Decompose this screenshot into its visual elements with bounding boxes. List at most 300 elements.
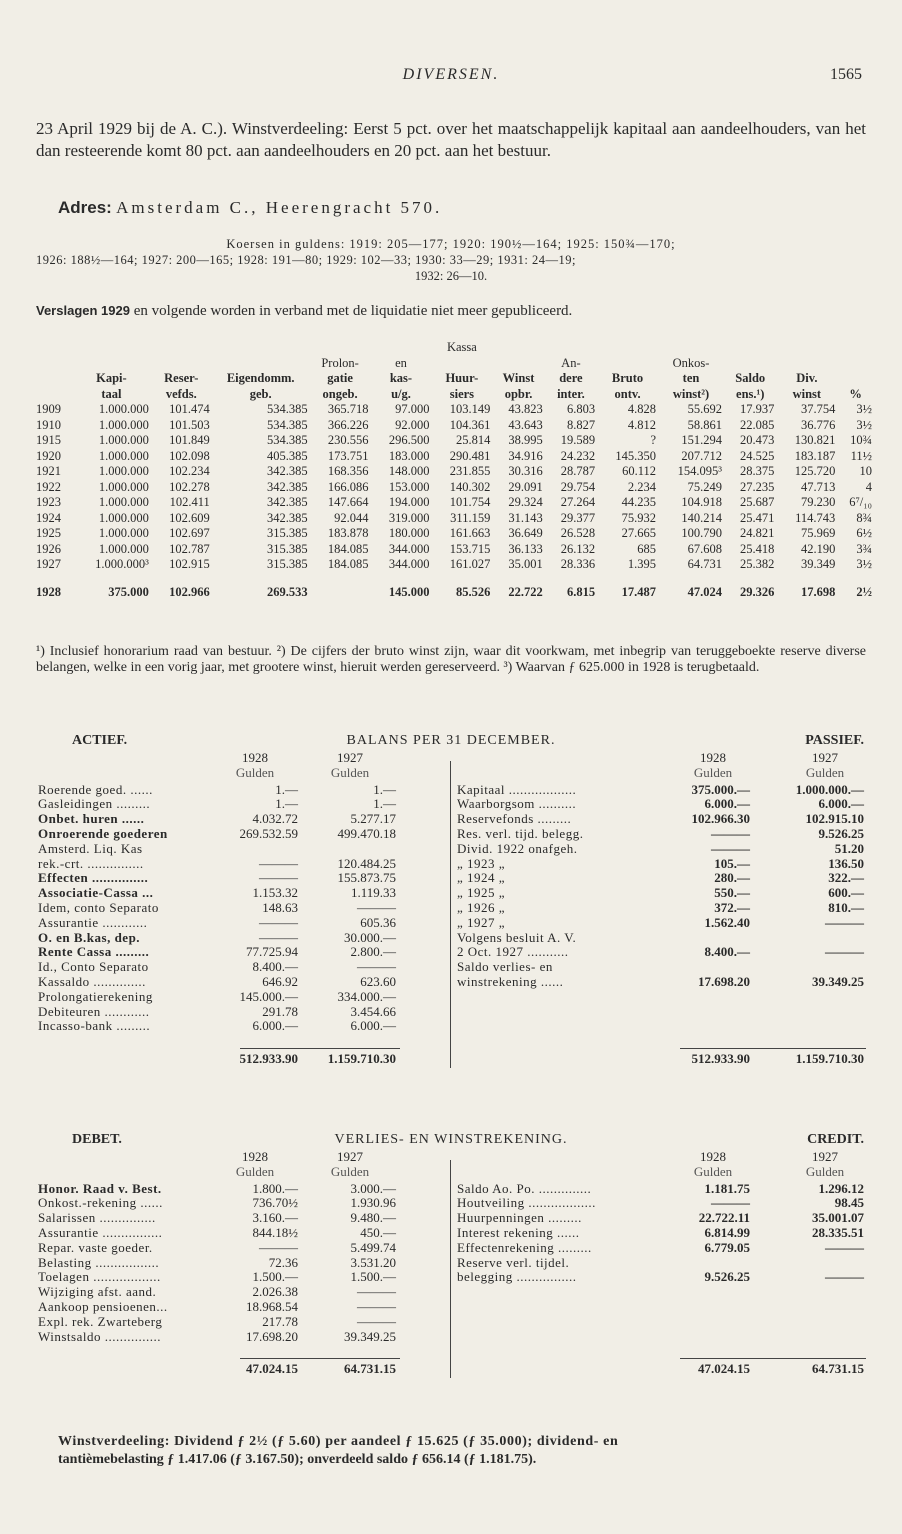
stats-cell: 290.481: [449, 448, 491, 463]
stats-cell: 342.385: [267, 479, 308, 494]
total-1928: 512.933.90: [239, 1051, 298, 1067]
account-line-label: Assurantie ................: [38, 1225, 163, 1240]
account-line-label: „ 1925 „: [457, 885, 506, 901]
account-line-label: Salarissen ...............: [38, 1210, 156, 1226]
stats-header-cell: [658, 340, 724, 356]
account-line-label: Honor. Raad v. Best.: [38, 1180, 162, 1196]
stats-cell: 25.814: [455, 433, 491, 447]
stats-header-cell: [776, 356, 837, 372]
account-value-1928: 1.562.40: [704, 914, 750, 930]
account-value-1927: 2.800.—: [350, 944, 396, 960]
stats-cell: 148.000: [388, 464, 430, 478]
account-line-label: Associatie-Cassa ...: [38, 885, 154, 901]
account-value-1927: 1.296.12: [818, 1180, 864, 1196]
account-value-1927: 6.000.—: [350, 1018, 396, 1034]
account-line-label: Onbet. huren ......: [38, 811, 145, 827]
account-value-1927: 334.000.—: [337, 988, 396, 1004]
account-value-1928: 6.779.05: [704, 1239, 750, 1255]
unit-header: Gulden: [330, 1163, 370, 1179]
stats-cell: 534.385: [267, 417, 308, 432]
stats-cell: 183.000: [388, 448, 430, 463]
account-line-label: Kassaldo ..............: [38, 974, 146, 989]
total-1927: 64.731.15: [344, 1361, 396, 1377]
koersen-line-3: 1932: 26—10.: [414, 269, 488, 283]
stats-cell: 315.385: [267, 541, 308, 556]
account-value-1928: 18.968.54: [246, 1299, 298, 1314]
account-value-1928: 736.70½: [252, 1195, 298, 1211]
unit-header: Gulden: [805, 1163, 845, 1179]
account-value-1928: ———: [259, 914, 298, 930]
stats-cell: 25.471: [740, 510, 775, 525]
stats-cell: 1.000.000: [98, 417, 149, 432]
address-line: [58, 198, 442, 218]
account-line-label: Wijziging afst. aand.: [38, 1284, 157, 1300]
account-value-1927: ———: [825, 1239, 864, 1255]
stats-cell: 26.528: [560, 526, 596, 540]
account-left-title: DEBET.: [72, 1132, 122, 1147]
stats-cell: 1.000.000: [98, 479, 149, 494]
account-value-1928: ———: [259, 870, 298, 886]
stats-header-cell: [837, 371, 874, 387]
stats-cell: 8¾: [856, 510, 872, 525]
stats-cell: 342.385: [267, 495, 308, 509]
stats-header-cell: [431, 356, 492, 372]
stats-header-cell: ten: [682, 371, 700, 385]
stats-cell: 102.278: [169, 479, 210, 494]
account-value-1927: 3.531.20: [350, 1254, 396, 1270]
account-value-1928: 6.000.—: [252, 1018, 298, 1034]
stats-row: [34, 464, 874, 480]
stats-cell: 29.754: [560, 479, 596, 494]
stats-cell: 75.969: [800, 526, 836, 540]
account-value-1927: ———: [825, 1269, 864, 1285]
stats-cell: 147.664: [327, 495, 369, 509]
account-value-1927: 39.349.25: [812, 974, 864, 989]
stats-cell: 315.385: [267, 526, 308, 540]
account-value-1927: 810.—: [828, 900, 864, 915]
account-value-1927: 5.499.74: [350, 1239, 396, 1255]
stats-header-cell: [212, 340, 310, 356]
stats-cell: 102.609: [169, 510, 210, 525]
stats-cell: 43.643: [508, 417, 543, 432]
koersen-line-1: Koersen in guldens: 1919: 205—177; 1920: 190½—164; 1925: 150¾—170;: [226, 237, 676, 251]
stats-cell: 102.411: [169, 495, 210, 509]
account-right-title: CREDIT.: [807, 1132, 864, 1147]
stats-row: [34, 557, 874, 573]
year-header: 1928: [700, 1149, 726, 1164]
stats-cell: 58.861: [687, 417, 723, 432]
account-value-1927: 605.36: [360, 914, 396, 930]
verslagen-label: Verslagen 1929: [36, 303, 130, 318]
account-value-1928: 77.725.94: [246, 944, 298, 960]
account-value-1927: 98.45: [834, 1195, 864, 1211]
stats-header-cell: [837, 340, 874, 356]
account-value-1927: 3.000.—: [350, 1180, 396, 1196]
account-value-1927: 155.873.75: [337, 870, 396, 886]
stats-row: [34, 433, 874, 449]
stats-cell: 10¾: [850, 433, 872, 447]
unit-header: Gulden: [693, 1163, 733, 1179]
stats-header-cell: dere: [559, 371, 583, 385]
stats-header-cell: [34, 340, 72, 356]
stats-cell: 269.533: [267, 584, 308, 599]
account-value-1928: 1.500.—: [252, 1269, 298, 1285]
account-value-1928: ———: [711, 840, 750, 856]
account-value-1927: ———: [357, 900, 396, 915]
account-value-1928: 646.92: [262, 974, 298, 989]
stats-cell: 28.375: [740, 464, 775, 478]
stats-cell: 184.085: [327, 541, 369, 556]
stats-cell: 130.821: [794, 433, 836, 447]
stats-header-cell: Kassa: [446, 340, 477, 354]
stats-cell: 11½: [850, 448, 872, 463]
account-value-1927: 9.480.—: [350, 1210, 396, 1226]
account-value-1928: 291.78: [262, 1003, 298, 1019]
stats-header-cell: [72, 340, 151, 356]
stats-cell: 4.828: [627, 402, 656, 416]
stats-header-cell: Bruto: [611, 371, 644, 385]
account-line-label: Toelagen ..................: [38, 1269, 161, 1285]
account-value-1927: 1.—: [373, 781, 396, 797]
account-value-1928: 6.000.—: [704, 796, 750, 812]
stats-cell: 125.720: [794, 464, 836, 478]
stats-header-cell: siers: [449, 386, 475, 401]
account-value-1927: 136.50: [828, 855, 864, 871]
account-value-1928: 280.—: [714, 870, 750, 886]
account-line-label: Debiteuren ............: [38, 1003, 150, 1019]
stats-cell: 17.698: [800, 584, 836, 599]
stats-cell: 37.754: [800, 402, 836, 416]
page-header-title: DIVERSEN.: [402, 66, 500, 83]
stats-header-row: [34, 356, 874, 372]
stats-year-cell: 1909: [36, 402, 61, 416]
stats-cell: 231.855: [449, 464, 491, 478]
stats-cell: 92.044: [334, 510, 369, 525]
account-value-1928: 4.032.72: [252, 811, 298, 827]
stats-cell: 102.697: [169, 526, 210, 540]
year-header: 1927: [812, 750, 838, 765]
stats-year-cell: 1910: [36, 417, 61, 432]
account-value-1928: 2.026.38: [252, 1284, 298, 1300]
account-value-1928: 217.78: [262, 1313, 298, 1329]
stats-header-cell: [837, 356, 874, 372]
unit-header: Gulden: [330, 764, 370, 780]
winstverdeeling-line-1: Winstverdeeling: Dividend ƒ 2½ (ƒ 5.60) per aandeel ƒ 15.625 (ƒ 35.000); dividend- en: [58, 1434, 619, 1449]
stats-header-cell: Saldo: [735, 371, 766, 385]
account-value-1928: ———: [259, 929, 298, 945]
stats-cell: 319.000: [388, 510, 430, 525]
account-value-1927: 9.526.25: [818, 826, 864, 841]
stats-cell: 36.776: [800, 417, 836, 432]
stats-cell: 27.235: [740, 479, 775, 494]
address-value: Amsterdam C., Heerengracht 570.: [116, 198, 443, 217]
stats-cell: 183.878: [327, 526, 369, 540]
account-value-1927: 600.—: [828, 885, 864, 901]
stats-cell: 47.024: [687, 584, 723, 599]
stats-cell: 2½: [856, 584, 872, 599]
stats-header-cell: [151, 356, 212, 372]
stats-year-cell: 1924: [36, 510, 61, 525]
total-1927: 64.731.15: [812, 1361, 864, 1377]
total-1928: 47.024.15: [246, 1361, 298, 1377]
account-value-1928: 844.18½: [252, 1225, 298, 1240]
intro-paragraph: 23 April 1929 bij de A. C.). Winstverdeeling: Eerst 5 pct. over het maatschappelijk kapitaal aan aandeelhouders, van het dan resteerende komt 80 pct. aan aandeelhouders en 20 pct. aan het bestuur.: [36, 119, 866, 160]
stats-header-cell: gatie: [327, 371, 353, 385]
stats-year-cell: 1926: [36, 541, 61, 556]
stats-cell: 25.418: [740, 541, 775, 556]
stats-cell: 1.000.000: [98, 402, 149, 416]
stats-cell: 19.589: [560, 433, 596, 447]
stats-cell: 22.722: [508, 584, 543, 599]
year-header: 1928: [242, 1149, 268, 1164]
stats-header-row: [34, 387, 874, 403]
stats-row: [34, 480, 874, 496]
stats-cell: 25.687: [740, 495, 775, 509]
account-left-title: ACTIEF.: [72, 733, 128, 748]
stats-cell: 3½: [856, 557, 872, 571]
account-value-1927: ———: [357, 959, 396, 975]
stats-cell: 534.385: [267, 433, 308, 447]
account-value-1928: 269.532.59: [239, 826, 298, 841]
stats-header-cell: [34, 356, 72, 372]
stats-cell: 161.027: [449, 557, 491, 571]
stats-header-cell: [151, 340, 212, 356]
account-value-1928: 1.—: [275, 796, 298, 812]
stats-row-1928: [34, 585, 874, 601]
account-value-1928: 8.400.—: [704, 944, 750, 960]
account-value-1927: 51.20: [834, 840, 864, 856]
account-value-1928: 1.181.75: [704, 1180, 750, 1196]
stats-header-cell: kas-: [389, 371, 413, 385]
account-value-1927: 1.119.33: [350, 885, 396, 901]
account-value-1927: 1.—: [373, 796, 396, 812]
stats-footnote: ¹) Inclusief honorarium raad van bestuur. ²) De cijfers der bruto winst zijn, waar dit voorkwam, met inbegrip van teruggeboekte reserve diverse belangen, welke in een vorig jaar, met grootere winst, hieruit werden gereserveerd. ³) Waarvan ƒ 625.000 in 1928 is terugbetaald.: [36, 644, 866, 675]
account-line-label: Repar. vaste goeder.: [38, 1239, 153, 1255]
stats-cell: 102.234: [169, 464, 210, 478]
stats-row: [34, 449, 874, 465]
stats-cell: 29.377: [560, 510, 596, 525]
column-divider: [450, 1160, 451, 1378]
stats-header-cell: [597, 340, 658, 356]
winstverdeeling-line-2: tantièmebelasting ƒ 1.417.06 (ƒ 3.167.50); onverdeeld saldo ƒ 656.14 (ƒ 1.181.75).: [58, 1452, 537, 1467]
stats-row: [34, 402, 874, 418]
account-value-1928: 102.966.30: [691, 811, 750, 827]
stats-header-cell: taal: [101, 386, 122, 401]
stats-cell: 365.718: [327, 402, 369, 416]
account-value-1927: 1.500.—: [350, 1269, 396, 1285]
account-value-1928: ———: [711, 1195, 750, 1211]
stats-cell: 6½: [856, 526, 872, 540]
stats-header-row: [34, 371, 874, 387]
account-value-1928: 9.526.25: [704, 1269, 750, 1285]
stats-cell: 161.663: [449, 526, 491, 540]
stats-cell: 44.235: [621, 495, 656, 509]
account-line-label: Effecten ...............: [38, 870, 149, 886]
column-divider: [450, 761, 451, 1068]
stats-cell: 4.812: [627, 417, 656, 432]
account-value-1927: 30.000.—: [344, 929, 396, 945]
total-1927: 1.159.710.30: [327, 1051, 396, 1067]
stats-cell: 24.525: [740, 448, 775, 463]
stats-cell: 194.000: [388, 495, 430, 509]
stats-header-cell: [212, 356, 310, 372]
stats-cell: 1.000.000: [98, 510, 149, 525]
stats-cell: 3¾: [856, 541, 872, 556]
account-value-1927: ———: [357, 1299, 396, 1314]
account-line-label: Gasleidingen .........: [38, 796, 151, 812]
stats-cell: 296.500: [388, 433, 430, 447]
unit-header: Gulden: [805, 764, 845, 780]
stats-cell: 85.526: [455, 584, 491, 599]
stats-cell: 97.000: [395, 402, 430, 416]
stats-cell: 101.503: [169, 417, 210, 432]
stats-cell: 67.608: [687, 541, 723, 556]
account-line-label: Incasso-bank .........: [38, 1018, 151, 1034]
account-value-1928: 372.—: [714, 900, 750, 915]
stats-cell: 342.385: [267, 464, 308, 478]
stats-cell: 366.226: [327, 417, 369, 432]
account-line-label: Aankoop pensioenen...: [38, 1299, 168, 1314]
stats-cell: 34.916: [508, 448, 543, 463]
account-line-label: Belasting .................: [38, 1254, 160, 1270]
account-value-1928: 1.800.—: [252, 1180, 298, 1196]
stats-cell: 22.085: [740, 417, 775, 432]
totals-rule: [240, 1048, 400, 1049]
stats-cell: 20.473: [740, 433, 775, 447]
page-number: 1565: [830, 66, 862, 83]
stats-cell: 64.731: [687, 557, 723, 571]
account-value-1927: 6.000.—: [818, 796, 864, 812]
account-line-label: Waarborgsom ..........: [457, 796, 577, 812]
stats-cell: 183.187: [794, 448, 836, 463]
account-value-1927: 5.277.17: [350, 811, 396, 827]
account-line-label: winstrekening ......: [457, 974, 564, 989]
stats-header-cell: en: [395, 355, 407, 370]
account-line-label: Roerende goed. ......: [38, 781, 153, 797]
stats-cell: 36.133: [508, 541, 543, 556]
stats-cell: 101.474: [169, 402, 210, 416]
stats-cell: 102.787: [169, 541, 210, 556]
stats-header-cell: Winst: [502, 371, 535, 385]
account-value-1928: 22.722.11: [698, 1210, 750, 1226]
stats-cell: 24.821: [740, 526, 775, 540]
stats-cell: 39.349: [800, 557, 836, 571]
stats-header-cell: [72, 356, 151, 372]
stats-cell: 60.112: [622, 464, 656, 478]
stats-year-cell: 1923: [36, 495, 61, 509]
account-line-label: Kapitaal ..................: [457, 781, 577, 797]
stats-header-cell: inter.: [557, 386, 585, 401]
koersen-line-2: 1926: 188½—164; 1927: 200—165; 1928: 191—80; 1929: 102—33; 1930: 33—29; 1931: 24—19;: [36, 253, 576, 267]
account-line-label: Assurantie ............: [38, 914, 148, 930]
stats-header-cell: %: [849, 386, 862, 401]
unit-header: Gulden: [235, 764, 275, 780]
account-value-1928: 72.36: [268, 1254, 298, 1270]
stats-cell: 3½: [856, 417, 872, 432]
stats-cell: 1.000.000³: [95, 557, 149, 571]
account-line-label: Houtveiling ..................: [457, 1195, 596, 1211]
account-line-label: Idem, conto Separato: [38, 900, 159, 915]
year-header: 1928: [242, 750, 268, 765]
stats-cell: 101.849: [169, 433, 210, 447]
stats-header-cell: Huur-: [445, 371, 479, 385]
address-label: Adres:: [58, 198, 112, 217]
account-line-label: Saldo Ao. Po. ..............: [457, 1180, 592, 1196]
account-title: BALANS PER 31 DECEMBER.: [346, 733, 556, 748]
stats-cell: 47.713: [800, 479, 836, 494]
unit-header: Gulden: [693, 764, 733, 780]
total-1927: 1.159.710.30: [795, 1051, 864, 1067]
stats-cell: 1.000.000: [98, 526, 149, 540]
unit-header: Gulden: [235, 1163, 275, 1179]
stats-header-cell: opbr.: [504, 386, 533, 401]
stats-cell: 342.385: [267, 510, 308, 525]
account-line-label: Reservefonds .........: [457, 811, 572, 827]
stats-cell: 230.556: [327, 433, 369, 447]
stats-cell: 1.000.000: [98, 495, 149, 509]
account-line-label: Interest rekening ......: [457, 1225, 580, 1240]
stats-cell: 180.000: [388, 526, 430, 540]
stats-cell: 685: [637, 541, 656, 556]
stats-year-cell: 1927: [36, 557, 61, 571]
stats-cell: 28.787: [560, 464, 596, 478]
stats-year-cell: 1925: [36, 526, 61, 540]
stats-year-cell: 1921: [36, 464, 61, 478]
stats-cell: 104.918: [681, 495, 723, 509]
stats-cell: 17.487: [621, 584, 656, 599]
account-value-1928: 17.698.20: [246, 1328, 298, 1344]
account-value-1928: ———: [259, 1239, 298, 1255]
stats-cell: 153.715: [449, 541, 491, 556]
verslagen-paragraph: [36, 302, 866, 320]
stats-cell: 375.000: [108, 584, 149, 599]
stats-cell: 102.915: [169, 557, 210, 571]
year-header: 1927: [337, 750, 363, 765]
stats-header-cell: [34, 387, 72, 403]
account-value-1928: 3.160.—: [252, 1210, 298, 1226]
stats-cell: 145.350: [615, 448, 656, 463]
totals-rule: [680, 1358, 866, 1359]
stats-cell: 28.336: [560, 557, 596, 571]
stats-year-cell: 1920: [36, 448, 61, 463]
account-line-label: Onroerende goederen: [38, 826, 168, 841]
stats-header-cell: vefds.: [165, 386, 197, 401]
stats-cell: 75.249: [687, 479, 723, 494]
stats-cell: 8.827: [566, 417, 596, 432]
year-header: 1927: [337, 1149, 363, 1164]
stats-cell: 1.000.000: [98, 448, 149, 463]
total-1928: 512.933.90: [691, 1051, 750, 1067]
stats-cell: 104.361: [449, 417, 491, 432]
stats-cell: 29.091: [508, 479, 543, 494]
account-line-label: Huurpenningen .........: [457, 1210, 582, 1226]
stats-cell: 3½: [856, 402, 872, 416]
account-line-label: „ 1924 „: [457, 870, 506, 886]
stats-cell: 24.232: [560, 448, 596, 463]
account-title: VERLIES- EN WINSTREKENING.: [334, 1132, 568, 1147]
account-value-1927: 35.001.07: [812, 1210, 864, 1226]
account-value-1927: 3.454.66: [350, 1003, 396, 1019]
stats-cell: 17.937: [740, 402, 775, 416]
account-line-label: Saldo verlies- en: [457, 959, 553, 975]
stats-header-cell: Eigendomm.: [226, 371, 295, 385]
stats-cell: 1.395: [627, 557, 656, 571]
account-line-label: Prolongatierekening: [38, 988, 153, 1004]
account-value-1928: 145.000.—: [239, 988, 298, 1004]
stats-cell: 75.932: [621, 510, 656, 525]
account-line-label: „ 1923 „: [457, 855, 506, 871]
stats-cell: 36.649: [508, 526, 543, 540]
